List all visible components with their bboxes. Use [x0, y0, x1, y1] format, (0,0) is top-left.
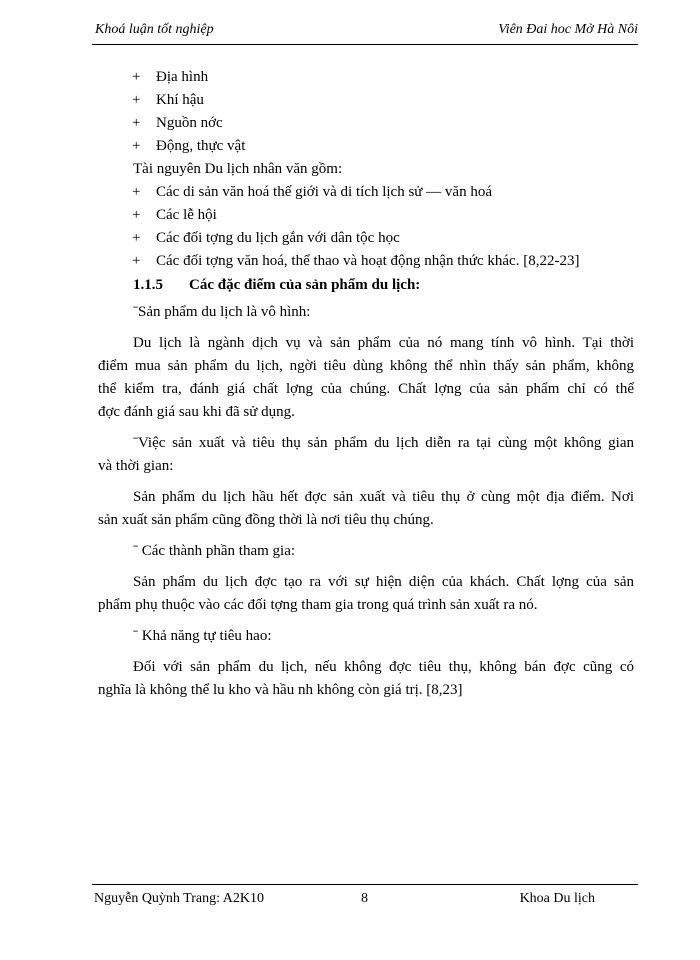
feature-heading-simultaneity: [98, 432, 634, 478]
bullet-cultural-1: [98, 181, 634, 204]
page-body: [98, 66, 634, 702]
bullet-mark: +: [132, 92, 141, 108]
page-number: 8: [361, 891, 368, 906]
bullet-text: Các đối tợng du lịch gắn với dân tộc học: [156, 230, 400, 246]
bullet-mark: +: [132, 115, 141, 131]
bullet-text: Các đối tợng văn hoá, thể thao và hoạt động nhận thức khác. [8,22-23]: [156, 253, 580, 269]
bullet-mark: +: [132, 69, 141, 85]
bullet-natural-4: [98, 135, 634, 158]
bullet-text: Các lễ hội: [156, 207, 217, 223]
header-title-left: Khoá luận tốt nghiệp: [95, 22, 214, 37]
heading-line: và thời gian:: [98, 458, 174, 474]
bullet-mark: +: [132, 138, 141, 154]
paragraph-line: Sản phẩm du lịch đợc tạo ra với sự hiện diện của khách. Chất lợng của sản: [133, 574, 634, 590]
paragraph-line: điểm mua sản phẩm du lịch, ngời tiêu dùng không thể nhìn thấy sản phẩm, không: [98, 358, 634, 374]
cultural-intro: Tài nguyên Du lịch nhân văn gồm:: [133, 161, 343, 177]
bullet-mark: +: [132, 253, 141, 269]
bullet-text: Động, thực vật: [156, 138, 246, 154]
bullet-text: Các di sản văn hoá thế giới và di tích lịch sử — văn hoá: [156, 184, 492, 200]
feature-paragraph-perishability: [98, 656, 634, 702]
header-rule: [92, 44, 638, 45]
paragraph-line: Du lịch là ngành dịch vụ và sản phẩm của nó mang tính vô hình. Tại thời: [133, 335, 634, 351]
bullet-mark: +: [132, 184, 141, 200]
bullet-natural-1: [98, 66, 634, 89]
footer-author: Nguyễn Quỳnh Trang: A2K10: [94, 891, 264, 906]
footer-rule: [92, 884, 638, 885]
feature-paragraph-simultaneity: [98, 486, 634, 532]
bullet-cultural-3: [98, 227, 634, 250]
bullet-cultural-2: [98, 204, 634, 227]
feature-heading-intangible: ˉSản phẩm du lịch là vô hình:: [133, 304, 311, 320]
paragraph-line: thể kiểm tra, đánh giá chất lợng của chúng. Chất lợng của sản phẩm chỉ có thể: [98, 381, 634, 397]
feature-paragraph-intangible: [98, 332, 634, 424]
header-title-right: Viên Đai hoc Mở Hà Nôi: [498, 22, 638, 37]
section-number: 1.1.5: [133, 277, 163, 293]
footer-faculty: Khoa Du lịch: [519, 891, 595, 906]
feature-paragraph-participants: [98, 571, 634, 617]
feature-heading-perishability: ˉ Khả năng tự tiêu hao:: [133, 628, 272, 644]
bullet-natural-3: [98, 112, 634, 135]
bullet-text: Nguồn nớc: [156, 115, 223, 131]
heading-line: ˉViệc sản xuất và tiêu thụ sản phẩm du lịch diễn ra tại cùng một không gian: [133, 435, 634, 451]
paragraph-line: đợc đánh giá sau khi đã sử dụng.: [98, 404, 295, 420]
bullet-natural-2: [98, 89, 634, 112]
section-title: Các đặc điểm của sản phẩm du lịch:: [189, 277, 421, 293]
feature-heading-participants: ˉ Các thành phần tham gia:: [133, 543, 296, 559]
bullet-mark: +: [132, 207, 141, 223]
paragraph-line: Sản phẩm du lịch hầu hết đợc sản xuất và tiêu thụ ở cùng một địa điểm. Nơi: [133, 489, 634, 505]
paragraph-line: sản xuất sản phẩm cũng đồng thời là nơi tiêu thụ chúng.: [98, 512, 434, 528]
paragraph-line: phẩm phụ thuộc vào các đối tợng tham gia trong quá trình sản xuất ra nó.: [98, 597, 538, 613]
section-heading: [98, 274, 634, 297]
bullet-cultural-4: [98, 250, 634, 273]
bullet-text: Địa hình: [156, 69, 209, 85]
bullet-mark: +: [132, 230, 141, 246]
paragraph-line: nghĩa là không thể lu kho và hầu nh không còn giá trị. [8,23]: [98, 682, 463, 698]
paragraph-line: Đối với sản phẩm du lịch, nếu không đợc tiêu thụ, không bán đợc cũng có: [133, 659, 634, 675]
bullet-text: Khí hậu: [156, 92, 204, 108]
